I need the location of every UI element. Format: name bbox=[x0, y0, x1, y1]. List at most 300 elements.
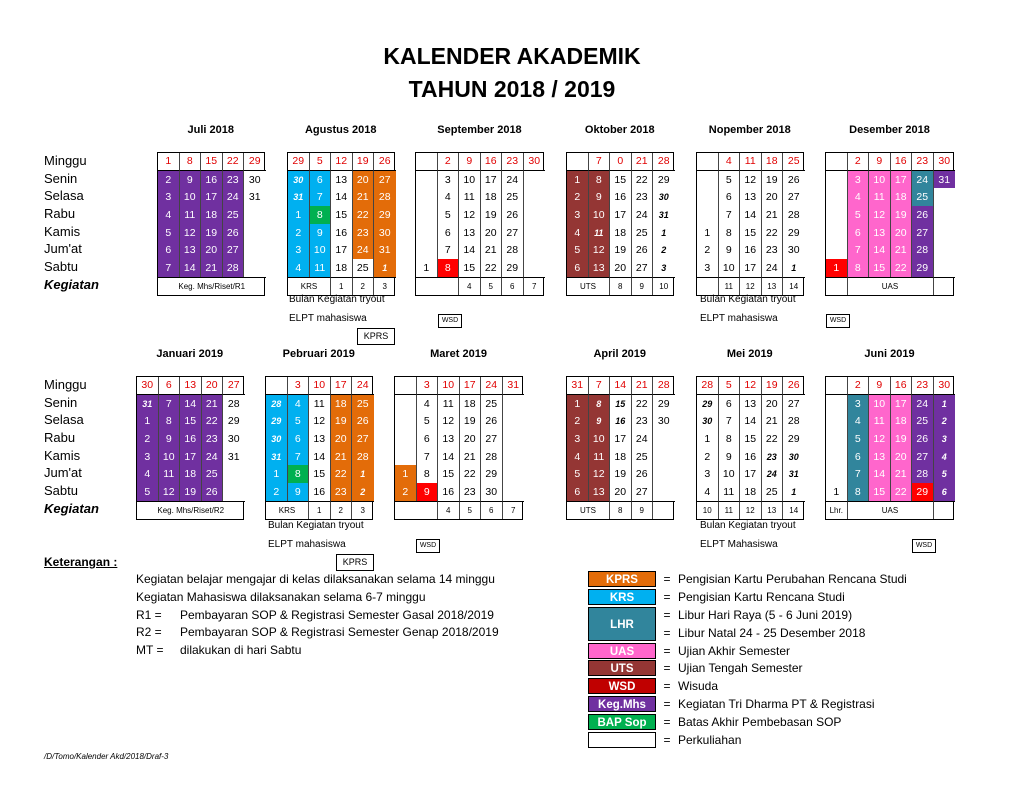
day-cell: 23 bbox=[762, 448, 784, 466]
kegiatan-cell: 10 bbox=[697, 501, 719, 519]
day-cell: 31 bbox=[288, 188, 310, 206]
sunday-cell: 7 bbox=[589, 377, 611, 395]
day-cell: 24 bbox=[632, 206, 654, 224]
day-cell: 3 bbox=[934, 430, 956, 448]
kegiatan-cell: 6 bbox=[481, 501, 503, 519]
day-cell: 24 bbox=[762, 465, 784, 483]
note-elpt: ELPT mahasiswa bbox=[700, 313, 778, 324]
day-cell: 31 bbox=[653, 206, 675, 224]
day-cell: 4 bbox=[137, 465, 159, 483]
day-cell: 10 bbox=[459, 171, 481, 189]
month-name: Juli 2018 bbox=[187, 124, 234, 136]
sunday-cell bbox=[395, 377, 417, 395]
sunday-cell: 5 bbox=[719, 377, 741, 395]
sunday-cell bbox=[826, 377, 848, 395]
day-cell: 22 bbox=[460, 465, 482, 483]
day-cell: 22 bbox=[762, 224, 784, 242]
day-cell bbox=[244, 241, 266, 259]
day-cell: 17 bbox=[740, 259, 762, 277]
wsd-box: WSD bbox=[416, 539, 440, 553]
day-cell: 24 bbox=[502, 171, 524, 189]
day-cell: 18 bbox=[460, 395, 482, 413]
day-cell: 15 bbox=[869, 259, 891, 277]
sunday-cell: 30 bbox=[934, 377, 956, 395]
day-cell: 12 bbox=[309, 412, 331, 430]
sunday-cell: 16 bbox=[481, 153, 503, 171]
day-cell: 25 bbox=[632, 224, 654, 242]
day-cell bbox=[524, 188, 546, 206]
day-cell: 17 bbox=[180, 448, 202, 466]
day-cell: 7 bbox=[848, 241, 870, 259]
day-cell bbox=[223, 465, 245, 483]
day-cell: 31 bbox=[244, 188, 266, 206]
kegiatan-cell: 3 bbox=[352, 501, 374, 519]
day-cell: 21 bbox=[460, 448, 482, 466]
day-cell: 7 bbox=[438, 241, 460, 259]
day-cell: 12 bbox=[589, 465, 611, 483]
day-cell: 25 bbox=[202, 465, 224, 483]
day-cell: 14 bbox=[180, 259, 202, 277]
day-cell: 5 bbox=[567, 465, 589, 483]
kegiatan-cell bbox=[697, 277, 719, 295]
day-cell: 6 bbox=[288, 430, 310, 448]
day-cell: 23 bbox=[331, 483, 353, 501]
month-grid bbox=[157, 152, 265, 296]
day-label: Sabtu bbox=[44, 483, 78, 499]
kegiatan-cell: 13 bbox=[762, 501, 784, 519]
day-cell: 28 bbox=[502, 241, 524, 259]
day-cell: 21 bbox=[353, 188, 375, 206]
day-cell bbox=[524, 171, 546, 189]
sunday-cell: 6 bbox=[159, 377, 181, 395]
day-cell: 11 bbox=[309, 395, 331, 413]
day-labels-row1 bbox=[44, 152, 99, 294]
day-cell: 10 bbox=[869, 171, 891, 189]
page-title-line1: KALENDER AKADEMIK bbox=[383, 43, 641, 69]
day-cell bbox=[934, 259, 956, 277]
day-cell: 18 bbox=[740, 483, 762, 501]
day-cell: 19 bbox=[762, 171, 784, 189]
day-cell: 17 bbox=[201, 188, 223, 206]
kegiatan-cell: 2 bbox=[353, 277, 375, 295]
day-label: Senin bbox=[44, 394, 78, 410]
day-cell: 10 bbox=[180, 188, 202, 206]
kegiatan-cell: 11 bbox=[719, 277, 741, 295]
sunday-cell: 20 bbox=[202, 377, 224, 395]
day-cell: 20 bbox=[201, 241, 223, 259]
sunday-cell: 3 bbox=[417, 377, 439, 395]
day-cell: 31 bbox=[934, 171, 956, 189]
day-cell: 16 bbox=[331, 224, 353, 242]
day-cell: 7 bbox=[310, 188, 332, 206]
day-cell: 29 bbox=[912, 483, 934, 501]
kegiatan-cell: 13 bbox=[762, 277, 784, 295]
day-cell: 22 bbox=[762, 430, 784, 448]
day-cell: 18 bbox=[201, 206, 223, 224]
day-cell: 22 bbox=[891, 483, 913, 501]
month-grid bbox=[394, 376, 523, 520]
day-cell: 20 bbox=[331, 430, 353, 448]
legend-item: BAP Sop = Batas Akhir Pembebasan SOP bbox=[588, 713, 907, 731]
day-cell: 30 bbox=[783, 241, 805, 259]
day-cell: 28 bbox=[912, 465, 934, 483]
day-cell: 15 bbox=[438, 465, 460, 483]
sunday-cell: 21 bbox=[632, 377, 654, 395]
day-cell: 28 bbox=[783, 206, 805, 224]
day-cell: 5 bbox=[417, 412, 439, 430]
day-label: Rabu bbox=[44, 430, 76, 446]
day-cell: 3 bbox=[158, 188, 180, 206]
day-cell: 21 bbox=[331, 448, 353, 466]
day-cell: 1 bbox=[826, 483, 848, 501]
day-cell: 21 bbox=[202, 395, 224, 413]
sunday-cell: 10 bbox=[438, 377, 460, 395]
day-cell: 5 bbox=[719, 171, 741, 189]
sunday-cell: 16 bbox=[891, 377, 913, 395]
note-tryout: Bulan Kegiatan tryout bbox=[268, 520, 364, 531]
day-cell: 28 bbox=[912, 241, 934, 259]
sunday-cell: 27 bbox=[223, 377, 245, 395]
day-cell: 15 bbox=[309, 465, 331, 483]
day-cell: 28 bbox=[266, 395, 288, 413]
day-cell: 20 bbox=[891, 224, 913, 242]
day-cell: 13 bbox=[180, 241, 202, 259]
sunday-cell: 19 bbox=[353, 153, 375, 171]
day-cell: 7 bbox=[719, 206, 741, 224]
kprs-box: KPRS bbox=[357, 328, 395, 345]
sunday-cell: 12 bbox=[331, 153, 353, 171]
day-cell bbox=[826, 395, 848, 413]
month-grid bbox=[265, 376, 373, 520]
legend-desc: Wisuda bbox=[678, 679, 719, 694]
day-cell: 13 bbox=[589, 483, 611, 501]
day-cell: 1 bbox=[137, 412, 159, 430]
day-cell: 14 bbox=[869, 465, 891, 483]
day-cell: 16 bbox=[740, 448, 762, 466]
day-cell: 25 bbox=[632, 448, 654, 466]
legend-item: KRS = Pengisian Kartu Rencana Studi bbox=[588, 588, 907, 606]
day-cell: 6 bbox=[848, 448, 870, 466]
day-cell: 23 bbox=[223, 171, 245, 189]
kegiatan-cell: UTS bbox=[567, 277, 610, 295]
day-cell: 13 bbox=[309, 430, 331, 448]
day-cell bbox=[416, 171, 438, 189]
day-cell: 26 bbox=[202, 483, 224, 501]
day-cell: 27 bbox=[374, 171, 396, 189]
day-cell: 4 bbox=[438, 188, 460, 206]
day-cell: 29 bbox=[697, 395, 719, 413]
day-cell: 14 bbox=[740, 206, 762, 224]
day-cell: 9 bbox=[719, 241, 741, 259]
sunday-cell bbox=[266, 377, 288, 395]
day-cell: 2 bbox=[697, 241, 719, 259]
month-name: Maret 2019 bbox=[430, 348, 487, 360]
sunday-cell: 9 bbox=[869, 153, 891, 171]
day-label: Minggu bbox=[44, 377, 87, 392]
day-cell bbox=[416, 224, 438, 242]
day-cell: 3 bbox=[137, 448, 159, 466]
kegiatan-cell: UAS bbox=[848, 501, 934, 519]
day-cell: 15 bbox=[740, 224, 762, 242]
kegiatan-cell: 12 bbox=[740, 277, 762, 295]
legend-desc: Ujian Tengah Semester bbox=[678, 661, 803, 676]
day-cell: 19 bbox=[331, 412, 353, 430]
day-cell: 2 bbox=[567, 188, 589, 206]
day-cell: 31 bbox=[374, 241, 396, 259]
sunday-cell: 5 bbox=[310, 153, 332, 171]
day-cell: 5 bbox=[848, 206, 870, 224]
day-cell: 18 bbox=[180, 465, 202, 483]
day-cell: 9 bbox=[589, 188, 611, 206]
day-cell: 1 bbox=[826, 259, 848, 277]
day-cell: 6 bbox=[567, 483, 589, 501]
day-cell: 17 bbox=[891, 395, 913, 413]
day-cell: 20 bbox=[762, 395, 784, 413]
day-cell: 28 bbox=[374, 188, 396, 206]
sunday-cell: 28 bbox=[653, 377, 675, 395]
month-name: Januari 2019 bbox=[156, 348, 224, 360]
keterangan-item: MT = dilakukan di hari Sabtu bbox=[136, 643, 302, 658]
day-cell: 15 bbox=[740, 430, 762, 448]
legend-desc: Perkuliahan bbox=[678, 732, 742, 747]
keterangan-item: Kegiatan Mahasiswa dilaksanakan selama 6-7 minggu bbox=[136, 589, 426, 604]
day-cell bbox=[826, 448, 848, 466]
legend-swatch: LHR bbox=[588, 607, 656, 641]
legend-desc: Libur Natal 24 - 25 Desember 2018 bbox=[678, 625, 866, 640]
day-label: Minggu bbox=[44, 153, 87, 168]
day-cell: 27 bbox=[783, 395, 805, 413]
day-label: Senin bbox=[44, 170, 78, 186]
day-cell: 23 bbox=[202, 430, 224, 448]
day-cell: 27 bbox=[481, 430, 503, 448]
day-cell: 3 bbox=[288, 241, 310, 259]
kegiatan-cell: 4 bbox=[459, 277, 481, 295]
day-cell bbox=[524, 206, 546, 224]
kegiatan-cell: 9 bbox=[632, 501, 654, 519]
day-cell: 1 bbox=[395, 465, 417, 483]
day-label: Jum'at bbox=[44, 465, 82, 481]
legend-item: UAS = Ujian Akhir Semester bbox=[588, 642, 907, 660]
day-cell: 9 bbox=[417, 483, 439, 501]
day-cell: 7 bbox=[288, 448, 310, 466]
day-cell: 25 bbox=[502, 188, 524, 206]
sunday-cell: 31 bbox=[503, 377, 525, 395]
day-cell: 26 bbox=[632, 241, 654, 259]
day-cell: 30 bbox=[244, 171, 266, 189]
day-cell: 4 bbox=[158, 206, 180, 224]
day-cell: 9 bbox=[719, 448, 741, 466]
day-cell: 1 bbox=[352, 465, 374, 483]
day-cell: 31 bbox=[266, 448, 288, 466]
day-cell: 2 bbox=[567, 412, 589, 430]
day-cell: 16 bbox=[180, 430, 202, 448]
kegiatan-cell bbox=[934, 277, 956, 295]
day-cell bbox=[395, 448, 417, 466]
day-cell: 5 bbox=[934, 465, 956, 483]
day-cell: 10 bbox=[589, 430, 611, 448]
sunday-cell: 7 bbox=[589, 153, 611, 171]
day-cell bbox=[416, 188, 438, 206]
day-cell: 10 bbox=[869, 395, 891, 413]
sunday-cell: 2 bbox=[438, 153, 460, 171]
day-cell: 2 bbox=[158, 171, 180, 189]
day-cell: 29 bbox=[502, 259, 524, 277]
day-cell: 27 bbox=[352, 430, 374, 448]
day-cell: 2 bbox=[352, 483, 374, 501]
day-cell: 1 bbox=[288, 206, 310, 224]
day-cell bbox=[826, 224, 848, 242]
kegiatan-cell: 5 bbox=[460, 501, 482, 519]
day-cell: 12 bbox=[180, 224, 202, 242]
day-cell: 4 bbox=[288, 395, 310, 413]
day-cell: 1 bbox=[567, 395, 589, 413]
day-cell: 30 bbox=[481, 483, 503, 501]
day-cell: 31 bbox=[223, 448, 245, 466]
day-cell: 8 bbox=[848, 259, 870, 277]
day-cell: 1 bbox=[266, 465, 288, 483]
day-cell: 8 bbox=[288, 465, 310, 483]
day-cell bbox=[826, 188, 848, 206]
note-tryout: Bulan Kegiatan tryout bbox=[700, 520, 796, 531]
legend-desc: Pengisian Kartu Rencana Studi bbox=[678, 589, 845, 604]
day-cell: 22 bbox=[481, 259, 503, 277]
day-cell: 13 bbox=[740, 395, 762, 413]
day-cell: 11 bbox=[869, 412, 891, 430]
day-label: Kamis bbox=[44, 223, 81, 239]
kegiatan-cell bbox=[826, 277, 848, 295]
day-cell: 15 bbox=[331, 206, 353, 224]
day-cell: 23 bbox=[632, 188, 654, 206]
day-cell: 20 bbox=[353, 171, 375, 189]
day-cell: 14 bbox=[438, 448, 460, 466]
day-cell bbox=[395, 395, 417, 413]
day-cell: 21 bbox=[201, 259, 223, 277]
legend-item: = Perkuliahan bbox=[588, 731, 907, 749]
day-cell: 8 bbox=[589, 171, 611, 189]
legend-desc: Pengisian Kartu Perubahan Rencana Studi bbox=[678, 571, 907, 586]
day-cell: 19 bbox=[891, 206, 913, 224]
day-label: Kamis bbox=[44, 447, 81, 463]
day-cell: 30 bbox=[697, 412, 719, 430]
day-cell: 13 bbox=[869, 448, 891, 466]
day-cell bbox=[524, 259, 546, 277]
day-cell bbox=[416, 241, 438, 259]
legend-swatch: KRS bbox=[588, 589, 656, 605]
sunday-cell: 29 bbox=[288, 153, 310, 171]
day-cell: 29 bbox=[223, 412, 245, 430]
sunday-cell: 24 bbox=[352, 377, 374, 395]
sunday-cell: 21 bbox=[632, 153, 654, 171]
legend-swatch bbox=[588, 732, 656, 748]
day-cell: 25 bbox=[912, 412, 934, 430]
day-cell bbox=[934, 188, 956, 206]
day-cell bbox=[244, 259, 266, 277]
day-cell: 17 bbox=[481, 171, 503, 189]
day-cell bbox=[826, 465, 848, 483]
day-cell: 17 bbox=[331, 241, 353, 259]
day-cell: 18 bbox=[891, 412, 913, 430]
kegiatan-cell bbox=[934, 501, 956, 519]
day-cell bbox=[653, 483, 675, 501]
month-grid bbox=[825, 152, 954, 296]
day-cell: 18 bbox=[331, 395, 353, 413]
day-cell: 24 bbox=[632, 430, 654, 448]
day-cell: 12 bbox=[589, 241, 611, 259]
day-cell: 16 bbox=[201, 171, 223, 189]
sunday-cell: 30 bbox=[934, 153, 956, 171]
sunday-cell: 0 bbox=[610, 153, 632, 171]
day-cell bbox=[934, 224, 956, 242]
day-cell: 11 bbox=[459, 188, 481, 206]
day-labels-row2 bbox=[44, 376, 99, 518]
kegiatan-cell bbox=[395, 501, 438, 519]
sunday-cell bbox=[567, 153, 589, 171]
day-cell: 12 bbox=[740, 171, 762, 189]
day-cell: 25 bbox=[223, 206, 245, 224]
kegiatan-cell: KRS bbox=[288, 277, 331, 295]
month-name: Mei 2019 bbox=[726, 348, 773, 360]
legend-desc: Libur Hari Raya (5 - 6 Juni 2019) bbox=[678, 607, 853, 622]
kegiatan-cell: 4 bbox=[438, 501, 460, 519]
day-cell: 13 bbox=[589, 259, 611, 277]
day-cell: 10 bbox=[589, 206, 611, 224]
sunday-cell: 19 bbox=[762, 377, 784, 395]
sunday-cell: 2 bbox=[848, 377, 870, 395]
day-cell: 29 bbox=[783, 430, 805, 448]
sunday-cell: 17 bbox=[331, 377, 353, 395]
day-cell: 17 bbox=[891, 171, 913, 189]
day-cell: 2 bbox=[653, 241, 675, 259]
kegiatan-cell: UTS bbox=[567, 501, 610, 519]
day-cell: 29 bbox=[912, 259, 934, 277]
kprs-box: KPRS bbox=[336, 554, 374, 571]
day-cell: 9 bbox=[180, 171, 202, 189]
day-cell: 5 bbox=[848, 430, 870, 448]
day-cell: 8 bbox=[848, 483, 870, 501]
kegiatan-cell: 9 bbox=[632, 277, 654, 295]
day-cell: 23 bbox=[353, 224, 375, 242]
day-cell: 19 bbox=[180, 483, 202, 501]
day-cell: 10 bbox=[310, 241, 332, 259]
day-cell: 14 bbox=[309, 448, 331, 466]
kegiatan-cell: 3 bbox=[374, 277, 396, 295]
day-cell: 14 bbox=[180, 395, 202, 413]
day-label: Jum'at bbox=[44, 241, 82, 257]
day-cell: 6 bbox=[567, 259, 589, 277]
legend-item: KPRS = Pengisian Kartu Perubahan Rencana Studi bbox=[588, 570, 907, 588]
month-grid bbox=[136, 376, 244, 520]
day-cell: 27 bbox=[912, 448, 934, 466]
day-cell: 30 bbox=[266, 430, 288, 448]
day-cell: 28 bbox=[223, 259, 245, 277]
day-cell: 19 bbox=[481, 206, 503, 224]
day-cell bbox=[244, 206, 266, 224]
day-cell: 4 bbox=[848, 412, 870, 430]
day-cell: 15 bbox=[459, 259, 481, 277]
sunday-cell: 30 bbox=[524, 153, 546, 171]
day-cell bbox=[653, 465, 675, 483]
day-cell: 13 bbox=[869, 224, 891, 242]
month-grid bbox=[696, 152, 804, 296]
sunday-cell bbox=[826, 153, 848, 171]
kegiatan-cell: 12 bbox=[740, 501, 762, 519]
kegiatan-cell: 10 bbox=[653, 277, 675, 295]
day-cell: 16 bbox=[740, 241, 762, 259]
month-name: Juni 2019 bbox=[864, 348, 915, 360]
day-cell bbox=[395, 430, 417, 448]
day-cell: 8 bbox=[310, 206, 332, 224]
day-cell: 18 bbox=[331, 259, 353, 277]
